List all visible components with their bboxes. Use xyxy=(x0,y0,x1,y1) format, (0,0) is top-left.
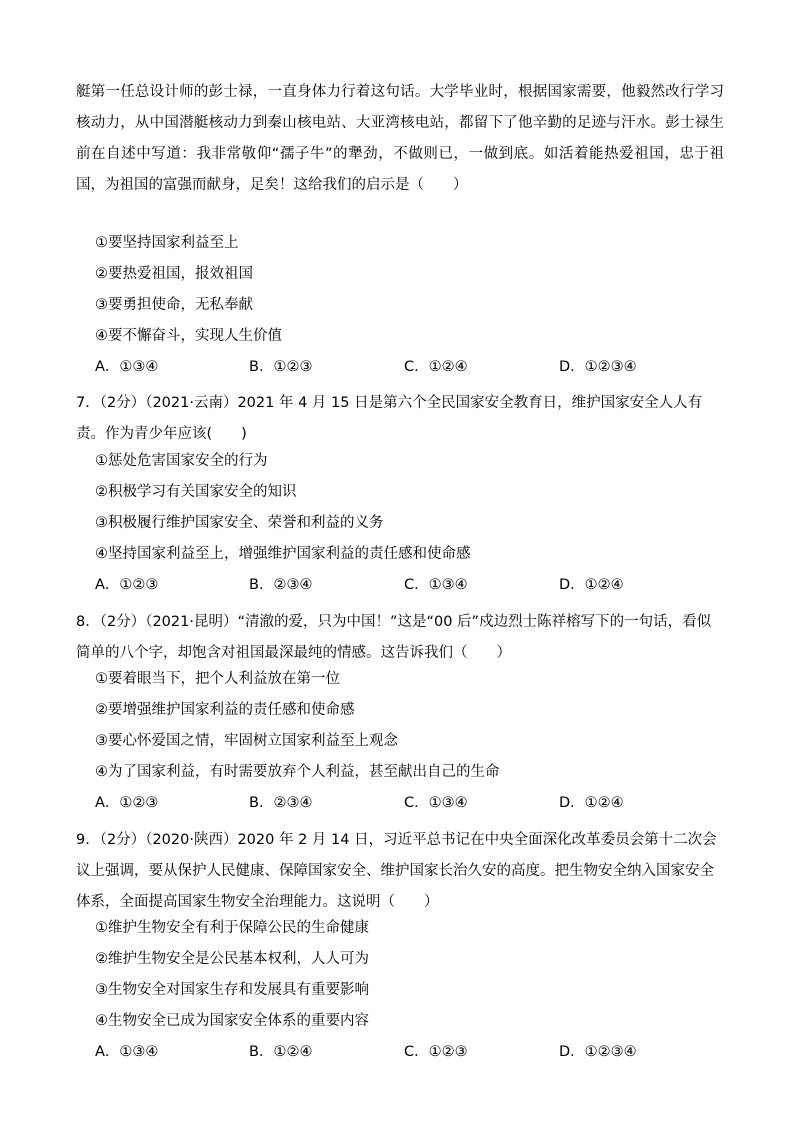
question-7-option-1: ①惩处危害国家安全的行为 xyxy=(95,453,268,469)
question-8-option-1: ①要着眼当下，把个人利益放在第一位 xyxy=(95,671,340,687)
choice-a: A．①②③ xyxy=(95,795,159,811)
choice-d: D．①②③④ xyxy=(559,359,637,375)
question-6-option-2: ②要热爱祖国，报效祖国 xyxy=(95,266,253,282)
question-8-option-2: ②要增强维护国家利益的责任感和使命感 xyxy=(95,702,355,718)
choice-c: C．①②③ xyxy=(404,1044,468,1060)
choice-b: B．②③④ xyxy=(249,577,313,593)
question-9-option-1: ①维护生物安全有利于保障公民的生命健康 xyxy=(95,920,369,936)
choice-d: D．①②④ xyxy=(559,795,624,811)
question-9-option-4: ④生物安全已成为国家安全体系的重要内容 xyxy=(95,1013,369,1029)
choice-a: A．①③④ xyxy=(95,1044,159,1060)
question-6-option-3: ③要勇担使命，无私奉献 xyxy=(95,297,253,313)
question-9-option-3: ③生物安全对国家生存和发展具有重要影响 xyxy=(95,982,369,998)
question-7-option-3: ③积极履行维护国家安全、荣誉和利益的义务 xyxy=(95,515,384,531)
question-7-stem-text: 7．（2分）（2021·云南）2021 年 4 月 15 日是第六个全民国家安全教育日，维护国家安全人人有责。作为青少年应该( ) xyxy=(76,395,703,442)
choice-d: D．①②④ xyxy=(559,577,624,593)
question-7-option-2: ②积极学习有关国家安全的知识 xyxy=(95,484,297,500)
question-9-option-2: ②维护生物安全是公民基本权利，人人可为 xyxy=(95,951,369,967)
question-6-option-1: ①要坚持国家利益至上 xyxy=(95,235,239,251)
question-6-stem-continuation: 艇第一任总设计师的彭士禄，一直身体力行着这句话。大学毕业时，根据国家需要，他毅然改行学习核动力，从中国潜艇核动力到秦山核电站、大亚湾核电站，都留下了他辛勤的足迹与汗水。彭士禄生前在自述中写道：我非常敬仰“孺子牛”的犟劲，不做则已，一做到底。如活着能热爱祖国，忠于祖国，为祖国的富强而献身，足矣！这给我们的启示是（ ） xyxy=(76,84,724,193)
question-8-stem xyxy=(76,576,724,661)
choice-a: A．①②③ xyxy=(95,577,159,593)
choice-b: B．①②③ xyxy=(249,359,313,375)
question-8-stem-text: 8．（2分）（2021·昆明）“清澈的爱，只为中国！”这是“00 后”戍边烈士陈祥榕写下的一句话，看似简单的八个字，却饱含对祖国最深最纯的情感。这告诉我们（ ） xyxy=(76,614,712,661)
choice-c: C．①③④ xyxy=(404,577,468,593)
choice-b: B．①②④ xyxy=(249,1044,313,1060)
question-6-option-4: ④要不懈奋斗，实现人生价值 xyxy=(95,328,282,344)
question-8-option-3: ③要心怀爱国之情，牢固树立国家利益至上观念 xyxy=(95,733,398,749)
choice-d: D．①②③④ xyxy=(559,1044,637,1060)
question-9-stem xyxy=(76,794,724,910)
choice-c: C．①③④ xyxy=(404,795,468,811)
question-9-choices xyxy=(95,1042,735,1062)
choice-c: C．①②④ xyxy=(404,359,468,375)
choice-b: B．②③④ xyxy=(249,795,313,811)
choice-a: A．①③④ xyxy=(95,359,159,375)
question-7-option-4: ④坚持国家利益至上，增强维护国家利益的责任感和使命感 xyxy=(95,546,471,562)
question-9-stem-text: 9．（2分）（2020·陕西）2020 年 2 月 14 日，习近平总书记在中央全面深化改革委员会第十二次会议上强调，要从保护人民健康、保障国家安全、维护国家长治久安的高度。把生物安全纳入国家安全体系，全面提高国家生物安全治理能力。这说明（ ） xyxy=(76,832,717,910)
question-8-option-4: ④为了国家利益，有时需要放弃个人利益，甚至献出自己的生命 xyxy=(95,764,500,780)
question-7-stem xyxy=(76,357,724,442)
